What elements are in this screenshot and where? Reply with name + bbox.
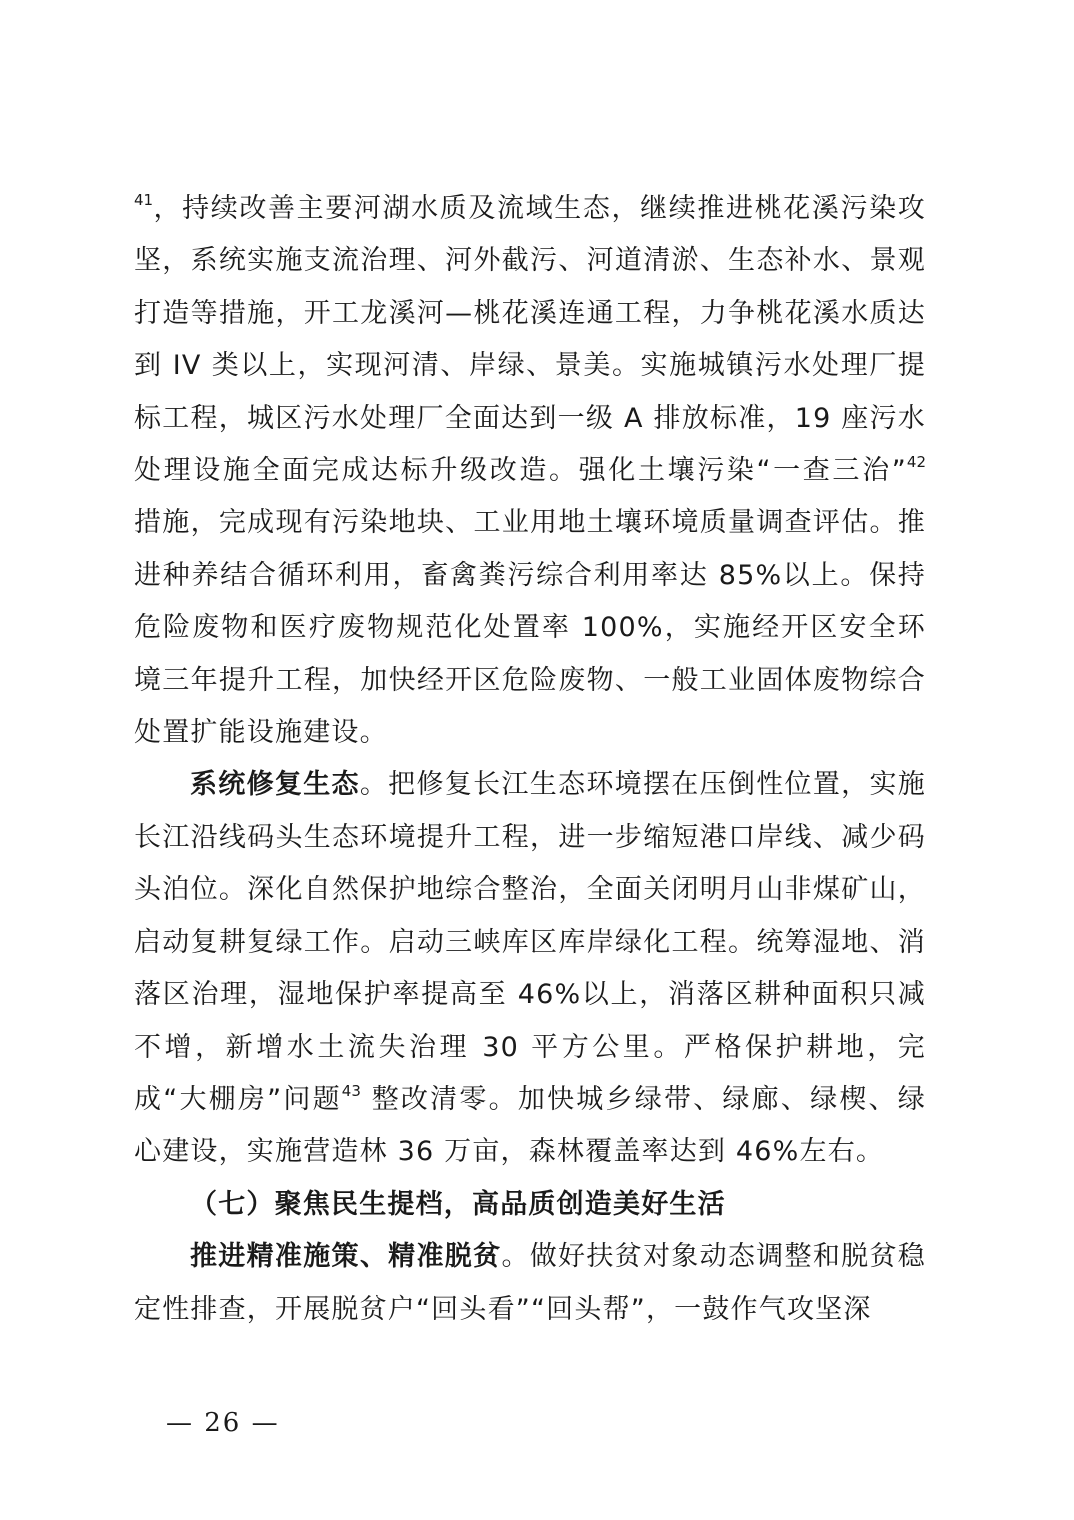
paragraph-lead-heading: 推进精准施策、精准脱贫 — [190, 1241, 502, 1273]
paragraph-text: 。把修复长江生态环境摆在压倒性位置，实施长江沿线码头生态环境提升工程，进一步缩短港口岸线、减少码头泊位。深化自然保护地综合整治，全面关闭明月山非煤矿山，启动复耕复绿工作。启动三峡库区库岸绿化工程。统筹湿地、消落区治理，湿地保护率提高至 46%以上，消落区耕种面积只减不增，新增水土流失治理 30 平方公里。严格保护耕地，完成“大棚房”问题 — [134, 769, 926, 1115]
footnote-ref-41: 41 — [134, 191, 154, 209]
footnote-ref-43: 43 — [341, 1081, 361, 1100]
paragraph-text-continued: 措施，完成现有污染地块、工业用地土壤环境质量调查评估。推进种养结合循环利用，畜禽粪污综合利用率达 85%以上。保持危险废物和医疗废物规范化处置率 100%，实施经开区安全环境三年提升工程，加快经开区危险废物、一般工业固体废物综合处置扩能设施建设。 — [134, 507, 926, 749]
page-number: — 26 — — [166, 1408, 280, 1438]
section-heading: （七）聚焦民生提档，高品质创造美好生活 — [190, 1188, 726, 1220]
paragraph-text: 。做好扶贫对象动态调整和脱贫稳定性排查，开展脱贫户“回头看”“回头帮”，一鼓作气攻坚深 — [134, 1241, 927, 1325]
paragraph-poverty — [134, 1231, 926, 1336]
paragraph-environment — [134, 183, 926, 759]
document-body — [134, 183, 926, 1336]
paragraph-text-continued: 整改清零。加快城乡绿带、绿廊、绿楔、绿心建设，实施营造林 36 万亩，森林覆盖率达到 46%左右。 — [134, 1083, 926, 1168]
paragraph-lead-heading: 系统修复生态 — [190, 769, 360, 801]
paragraph-ecology — [134, 759, 926, 1178]
footnote-ref-42: 42 — [906, 453, 926, 472]
paragraph-text: ，持续改善主要河湖水质及流域生态，继续推进桃花溪污染攻坚，系统实施支流治理、河外截污、河道清淤、生态补水、景观打造等措施，开工龙溪河—桃花溪连通工程，力争桃花溪水质达到 IV 类以上，实现河清、岸绿、景美。实施城镇污水处理厂提标工程，城区污水处理厂全面达到一级 A 排放标准，19 座污水处理设施全面完成达标升级改造。强化土壤污染“一查三治” — [134, 193, 926, 487]
